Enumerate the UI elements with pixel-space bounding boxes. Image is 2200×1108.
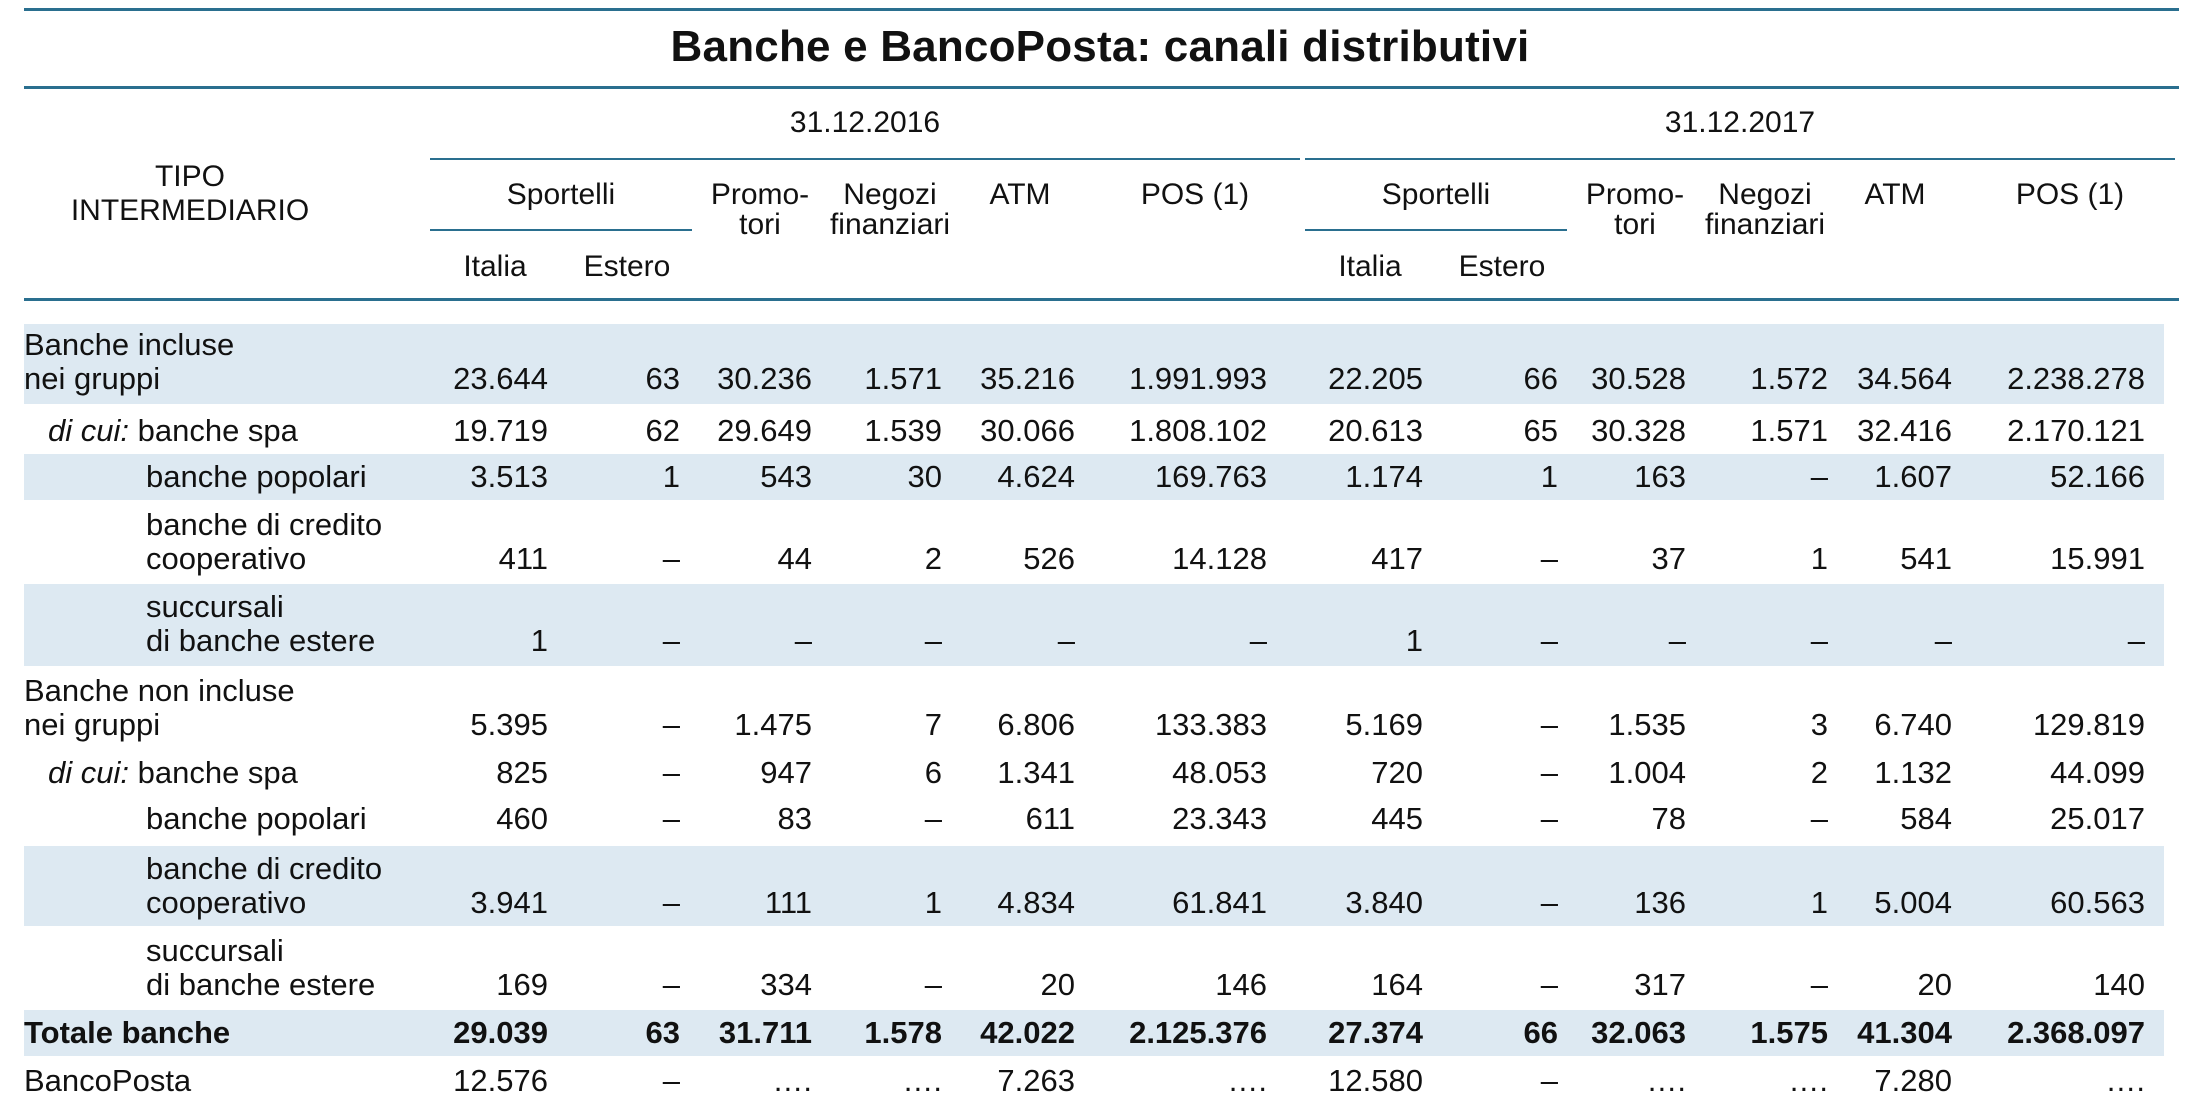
- table-cell: 3.840: [1345, 885, 1423, 920]
- row-label-line-1: banche popolari: [146, 459, 367, 494]
- table-cell: 2.238.278: [2007, 361, 2145, 396]
- estero-header-2016: Estero: [583, 250, 671, 283]
- table-cell: 1.475: [734, 707, 812, 742]
- di-cui-prefix: di cui:: [48, 413, 129, 448]
- promotori-line-2: tori: [739, 208, 781, 241]
- promotori-line-1: Promo-: [1585, 178, 1685, 211]
- table-cell: 20: [1917, 967, 1952, 1002]
- table-cell: 445: [1371, 801, 1423, 836]
- title-rule: [24, 86, 2179, 89]
- table-cell: –: [2127, 623, 2145, 658]
- table-cell: 2: [1810, 755, 1828, 790]
- row-label: [24, 1064, 191, 1098]
- table-cell: 1: [1405, 623, 1423, 658]
- row-label-line-2: cooperativo: [146, 885, 307, 920]
- table-cell: –: [924, 967, 942, 1002]
- table-cell: 417: [1371, 541, 1423, 576]
- period-2016-rule: [430, 158, 1300, 160]
- table-cell: 25.017: [2050, 801, 2145, 836]
- row-label-line-2: nei gruppi: [24, 707, 161, 742]
- table-cell: 1.341: [997, 755, 1075, 790]
- table-cell: 15.991: [2050, 541, 2145, 576]
- table-cell: –: [924, 801, 942, 836]
- table-cell: 3.513: [470, 459, 548, 494]
- table-cell: –: [1810, 459, 1828, 494]
- row-label-line-1: succursali: [146, 933, 284, 968]
- table-cell: ….: [2105, 1063, 2145, 1098]
- table-cell: 1.539: [864, 413, 942, 448]
- row-label-text: banche spa: [137, 413, 298, 448]
- table-cell: 136: [1634, 885, 1686, 920]
- promotori-header-2016: [700, 180, 820, 240]
- table-cell: –: [1540, 967, 1558, 1002]
- row-label-line-2: di banche estere: [146, 967, 376, 1002]
- table-cell: –: [1540, 1063, 1558, 1098]
- table-cell: 4.624: [997, 459, 1075, 494]
- row-label-line-1: banche di credito: [146, 851, 383, 886]
- row-label: [48, 414, 298, 448]
- row-label: [146, 460, 367, 494]
- row-label-line-1: banche popolari: [146, 801, 367, 836]
- table-cell: 20: [1040, 967, 1075, 1002]
- table-cell: 611: [1025, 801, 1075, 836]
- di-cui-prefix: di cui:: [48, 755, 129, 790]
- period-2017-header: 31.12.2017: [1664, 106, 1816, 139]
- table-cell: 62: [645, 413, 680, 448]
- table-cell: 1.808.102: [1129, 413, 1267, 448]
- header-bottom-rule: [24, 298, 2179, 301]
- table-cell: 41.304: [1857, 1015, 1952, 1050]
- negozi-line-1: Negozi: [1718, 178, 1812, 211]
- table-cell: 1.004: [1608, 755, 1686, 790]
- table-cell: 42.022: [980, 1015, 1075, 1050]
- row-label: [24, 1016, 230, 1050]
- table-cell: 12.576: [453, 1063, 548, 1098]
- table-title: Banche e BancoPosta: canali distributivi: [670, 22, 1530, 71]
- table-cell: 2: [924, 541, 942, 576]
- table-cell: 78: [1651, 801, 1686, 836]
- top-rule: [24, 8, 2179, 11]
- table-cell: 63: [645, 1015, 680, 1050]
- table-cell: –: [662, 967, 680, 1002]
- atm-header-2017: ATM: [1864, 178, 1926, 211]
- table-cell: 111: [764, 885, 812, 920]
- table-cell: –: [662, 541, 680, 576]
- table-cell: –: [1540, 755, 1558, 790]
- table-cell: 1.571: [1750, 413, 1828, 448]
- tipo-intermediario-header: [60, 160, 320, 228]
- pos-header-2016: POS (1): [1140, 178, 1250, 211]
- row-label: [24, 328, 234, 396]
- table-cell: 63: [645, 361, 680, 396]
- table-cell: 334: [760, 967, 812, 1002]
- table-cell: 5.395: [470, 707, 548, 742]
- table-cell: 947: [760, 755, 812, 790]
- negozi-line-1: Negozi: [843, 178, 937, 211]
- table-cell: 6.740: [1874, 707, 1952, 742]
- table-cell: 61.841: [1172, 885, 1267, 920]
- tipo-header-line-2: INTERMEDIARIO: [70, 194, 310, 227]
- row-label-line-1: Banche incluse: [24, 327, 235, 362]
- table-cell: 20.613: [1328, 413, 1423, 448]
- table-cell: ….: [772, 1063, 812, 1098]
- table-cell: –: [662, 755, 680, 790]
- table-cell: –: [794, 623, 812, 658]
- table-cell: 23.343: [1172, 801, 1267, 836]
- table-cell: 2.125.376: [1129, 1015, 1267, 1050]
- table-cell: 140: [2093, 967, 2145, 1002]
- table-cell: 12.580: [1328, 1063, 1423, 1098]
- table-cell: 584: [1900, 801, 1952, 836]
- table-cell: 133.383: [1154, 707, 1267, 742]
- table-cell: –: [1540, 885, 1558, 920]
- row-label-text: banche spa: [137, 755, 298, 790]
- table-cell: 1: [1810, 541, 1828, 576]
- table-cell: 543: [760, 459, 812, 494]
- table-cell: –: [1540, 801, 1558, 836]
- table-cell: 22.205: [1328, 361, 1423, 396]
- table-cell: 29.039: [453, 1015, 548, 1050]
- promotori-header-2017: [1575, 180, 1695, 240]
- table-cell: 60.563: [2050, 885, 2145, 920]
- table-cell: 5.004: [1874, 885, 1952, 920]
- table-cell: 27.374: [1328, 1015, 1423, 1050]
- row-label-line-1: Banche non incluse: [24, 673, 295, 708]
- table-cell: 4.834: [997, 885, 1075, 920]
- table-cell: –: [1810, 623, 1828, 658]
- table-cell: –: [662, 707, 680, 742]
- table-cell: 44: [777, 541, 812, 576]
- table-cell: ….: [1646, 1063, 1686, 1098]
- table-cell: 1.174: [1345, 459, 1423, 494]
- table-cell: 6: [924, 755, 942, 790]
- row-label-line-2: cooperativo: [146, 541, 307, 576]
- table-cell: ….: [902, 1063, 942, 1098]
- table-cell: 164: [1371, 967, 1423, 1002]
- table-cell: 526: [1023, 541, 1075, 576]
- table-cell: 65: [1523, 413, 1558, 448]
- table-cell: 2.170.121: [2007, 413, 2145, 448]
- table-cell: 34.564: [1857, 361, 1952, 396]
- table-cell: 825: [496, 755, 548, 790]
- table-cell: 1: [924, 885, 942, 920]
- table-cell: –: [1810, 967, 1828, 1002]
- row-label: [146, 508, 382, 576]
- table-cell: 23.644: [453, 361, 548, 396]
- sportelli-header-2016: Sportelli: [506, 178, 616, 211]
- table-cell: –: [1540, 707, 1558, 742]
- table-cell: 6.806: [997, 707, 1075, 742]
- table-cell: 83: [777, 801, 812, 836]
- table-cell: 129.819: [2032, 707, 2145, 742]
- table-cell: 169: [496, 967, 548, 1002]
- table-cell: –: [1057, 623, 1075, 658]
- table-cell: –: [662, 885, 680, 920]
- table-cell: 19.719: [453, 413, 548, 448]
- table-cell: 541: [1900, 541, 1952, 576]
- table-cell: 31.711: [718, 1015, 812, 1050]
- table-cell: 29.649: [717, 413, 812, 448]
- row-label: [146, 934, 375, 1002]
- table-cell: 32.063: [1591, 1015, 1686, 1050]
- table-cell: 1.578: [864, 1015, 942, 1050]
- row-label-line-1: succursali: [146, 589, 284, 624]
- table-cell: ….: [1227, 1063, 1267, 1098]
- table-cell: 7.280: [1874, 1063, 1952, 1098]
- table-cell: 1: [1540, 459, 1558, 494]
- table-cell: 1.571: [864, 361, 942, 396]
- table-cell: ….: [1788, 1063, 1828, 1098]
- table-cell: 52.166: [2050, 459, 2145, 494]
- table-cell: 44.099: [2050, 755, 2145, 790]
- table-cell: 163: [1634, 459, 1686, 494]
- table-cell: 1: [1810, 885, 1828, 920]
- pos-header-2017: POS (1): [2015, 178, 2125, 211]
- table-cell: 3: [1810, 707, 1828, 742]
- row-label: [146, 852, 382, 920]
- promotori-line-2: tori: [1614, 208, 1656, 241]
- table-cell: –: [1249, 623, 1267, 658]
- table-cell: 169.763: [1154, 459, 1267, 494]
- table-cell: 7: [924, 707, 942, 742]
- table-cell: 30.328: [1591, 413, 1686, 448]
- tipo-header-line-1: TIPO: [154, 160, 225, 193]
- table-cell: 5.169: [1345, 707, 1423, 742]
- table-cell: 48.053: [1172, 755, 1267, 790]
- table-cell: 1.607: [1874, 459, 1952, 494]
- negozi-header-2016: [820, 180, 960, 240]
- table-cell: 66: [1523, 361, 1558, 396]
- row-label: [146, 590, 375, 658]
- table-cell: 1.132: [1874, 755, 1952, 790]
- row-label-line-1: Totale banche: [24, 1015, 231, 1050]
- negozi-line-2: finanziari: [829, 208, 951, 241]
- row-label: [24, 674, 295, 742]
- sportelli-rule-2017: [1305, 229, 1567, 231]
- table-cell: –: [662, 1063, 680, 1098]
- table-cell: 30: [907, 459, 942, 494]
- promotori-line-1: Promo-: [710, 178, 810, 211]
- row-label-line-2: nei gruppi: [24, 361, 161, 396]
- table-cell: 720: [1371, 755, 1423, 790]
- table-cell: 14.128: [1172, 541, 1267, 576]
- table-cell: 3.941: [470, 885, 548, 920]
- table-cell: 1.575: [1750, 1015, 1828, 1050]
- table-cell: –: [1810, 801, 1828, 836]
- sportelli-rule-2016: [430, 229, 692, 231]
- table-cell: 7.263: [997, 1063, 1075, 1098]
- table-cell: –: [1540, 623, 1558, 658]
- italia-header-2016: Italia: [463, 250, 527, 283]
- row-label-line-1: BancoPosta: [24, 1063, 192, 1098]
- negozi-header-2017: [1695, 180, 1835, 240]
- table-cell: –: [662, 623, 680, 658]
- table-cell: 1: [530, 623, 548, 658]
- table-cell: 30.236: [717, 361, 812, 396]
- table-cell: 460: [496, 801, 548, 836]
- period-2017-rule: [1305, 158, 2175, 160]
- row-label: [48, 756, 298, 790]
- table-cell: 1.572: [1750, 361, 1828, 396]
- table-cell: –: [662, 801, 680, 836]
- table-cell: 30.066: [980, 413, 1075, 448]
- sportelli-header-2017: Sportelli: [1381, 178, 1491, 211]
- table-cell: 30.528: [1591, 361, 1686, 396]
- italia-header-2017: Italia: [1338, 250, 1402, 283]
- table-cell: 1.991.993: [1129, 361, 1267, 396]
- table-cell: 317: [1634, 967, 1686, 1002]
- table-cell: 32.416: [1857, 413, 1952, 448]
- table-cell: –: [924, 623, 942, 658]
- table-cell: 35.216: [980, 361, 1075, 396]
- table-cell: 411: [498, 541, 548, 576]
- table-cell: 2.368.097: [2007, 1015, 2145, 1050]
- row-label: [146, 802, 367, 836]
- atm-header-2016: ATM: [989, 178, 1051, 211]
- negozi-line-2: finanziari: [1704, 208, 1826, 241]
- table-cell: 1: [662, 459, 680, 494]
- table-cell: –: [1668, 623, 1686, 658]
- table-cell: 146: [1215, 967, 1267, 1002]
- table-cell: –: [1540, 541, 1558, 576]
- table-cell: –: [1934, 623, 1952, 658]
- table-cell: 1.535: [1608, 707, 1686, 742]
- period-2016-header: 31.12.2016: [789, 106, 941, 139]
- table-cell: 66: [1523, 1015, 1558, 1050]
- row-label-line-1: banche di credito: [146, 507, 383, 542]
- table-cell: 37: [1651, 541, 1686, 576]
- row-label-line-2: di banche estere: [146, 623, 376, 658]
- estero-header-2017: Estero: [1458, 250, 1546, 283]
